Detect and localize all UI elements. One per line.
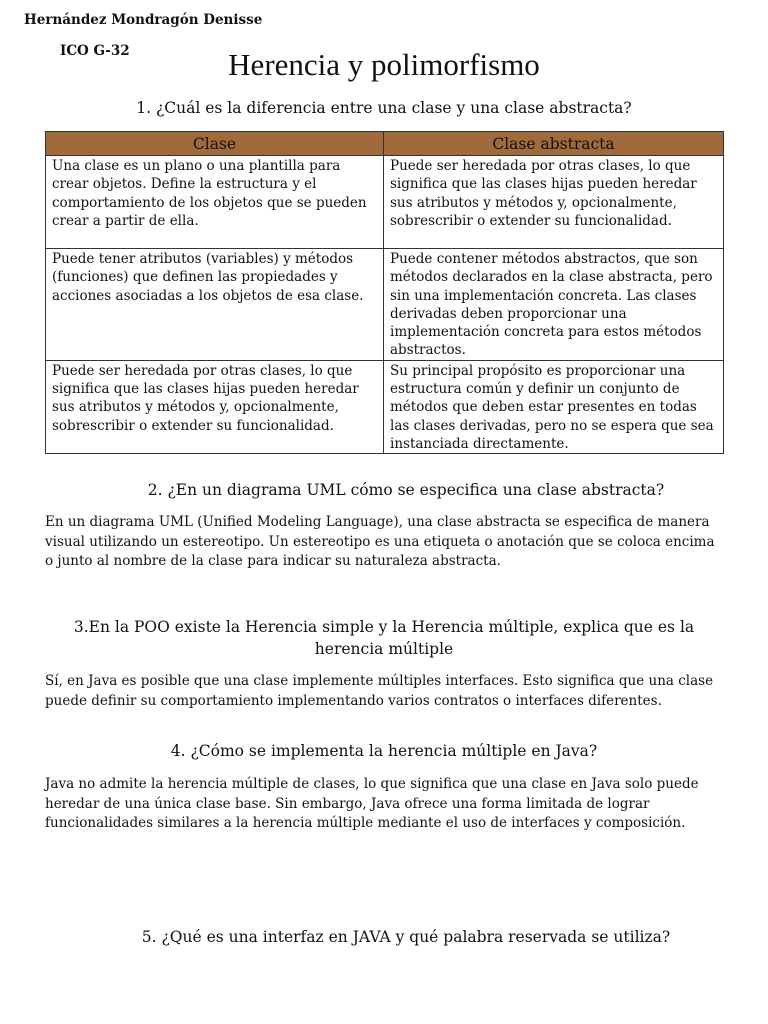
page-title: Herencia y polimorfismo <box>228 47 540 82</box>
table-row <box>46 249 724 361</box>
table-cell: Puede ser heredada por otras clases, lo que significa que las clases hijas pueden heredar sus atributos y métodos y, opcionalmente, sobrescribir o extender su funcionalidad. <box>46 360 384 453</box>
header-clase-abstracta: Clase abstracta <box>384 132 724 156</box>
table-cell: Puede ser heredada por otras clases, lo que significa que las clases hijas pueden heredar sus atributos y métodos y, opcionalmente, sobrescribir o extender su funcionalidad. <box>384 156 724 249</box>
question-3-line-2: herencia múltiple <box>314 640 454 658</box>
answer-3: Sí, en Java es posible que una clase implemente múltiples interfaces. Esto significa que una clase puede definir su comportamiento implementando varios contratos o interfaces diferentes. <box>45 673 714 709</box>
table-row <box>46 360 724 453</box>
table-cell: Puede contener métodos abstractos, que son métodos declarados en la clase abstracta, pero sin una implementación concreta. Las clases derivadas deben proporcionar una implementación concreta para estos métodos abstractos. <box>384 249 724 361</box>
table-cell: Una clase es un plano o una plantilla para crear objetos. Define la estructura y el comportamiento de los objetos que se pueden crear a partir de ella. <box>46 156 384 249</box>
question-1: 1. ¿Cuál es la diferencia entre una clase y una clase abstracta? <box>136 99 632 117</box>
answer-4: Java no admite la herencia múltiple de clases, lo que significa que una clase en Java solo puede heredar de una única clase base. Sin embargo, Java ofrece una forma limitada de lograr funcionalidades similares a la herencia múltiple mediante el uso de interfaces y composición. <box>45 776 699 831</box>
author-name: Hernández Mondragón Denisse <box>24 12 263 28</box>
table-header-row <box>46 132 724 156</box>
question-4: 4. ¿Cómo se implementa la herencia múltiple en Java? <box>170 742 598 760</box>
answer-2: En un diagrama UML (Unified Modeling Language), una clase abstracta se especifica de manera visual utilizando un estereotipo. Un estereotipo es una etiqueta o anotación que se coloca encima o junto al nombre de la clase para indicar su naturaleza abstracta. <box>45 514 715 569</box>
table-cell: Su principal propósito es proporcionar una estructura común y definir un conjunto de métodos que deben estar presentes en todas las clases derivadas, pero no se espera que sea instanciada directamente. <box>384 360 724 453</box>
table-row <box>46 156 724 249</box>
comparison-table <box>45 131 724 454</box>
header-clase: Clase <box>46 132 384 156</box>
question-3-line-1: 3.En la POO existe la Herencia simple y la Herencia múltiple, explica que es la <box>73 618 695 636</box>
group-code: ICO G-32 <box>60 43 130 59</box>
table-cell: Puede tener atributos (variables) y métodos (funciones) que definen las propiedades y acciones asociadas a los objetos de esa clase. <box>46 249 384 361</box>
question-2: 2. ¿En un diagrama UML cómo se especifica una clase abstracta? <box>147 481 665 499</box>
question-5: 5. ¿Qué es una interfaz en JAVA y qué palabra reservada se utiliza? <box>141 928 671 946</box>
